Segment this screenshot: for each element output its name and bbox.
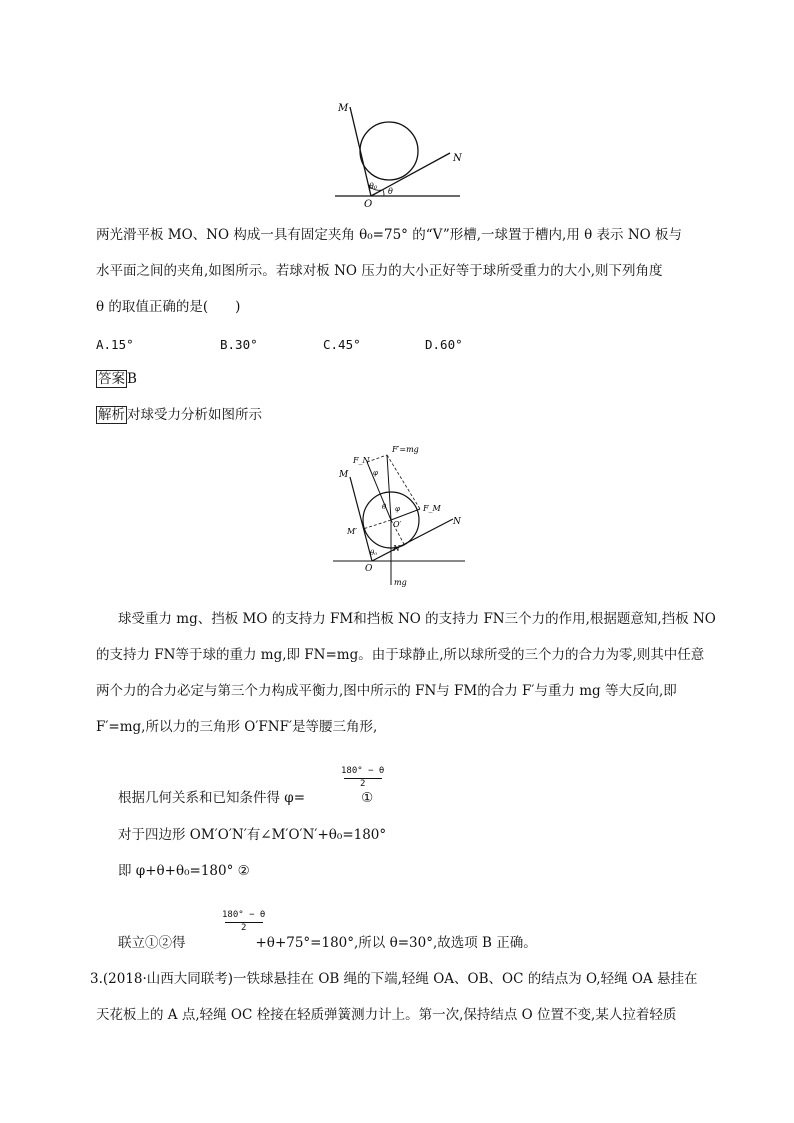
dashed-FN-to-F bbox=[367, 455, 387, 462]
fraction-2-denominator: 2 bbox=[240, 923, 247, 933]
equation-1-marker: ① bbox=[361, 790, 374, 806]
analysis-intro: 对球受力分析如图所示 bbox=[127, 407, 262, 423]
fraction-1-denominator: 2 bbox=[359, 779, 366, 789]
equation-3: 即 φ+θ+θ₀=180° ② bbox=[118, 863, 250, 879]
option-d: D.60° bbox=[425, 337, 463, 352]
option-b: B.30° bbox=[220, 337, 258, 352]
body-paragraph-4: F′=mg,所以力的三角形 O′FNF′是等腰三角形, bbox=[96, 719, 378, 735]
question-line-3: θ 的取值正确的是( ) bbox=[96, 299, 241, 315]
ball bbox=[360, 122, 418, 180]
label-phi-mid: φ bbox=[395, 505, 400, 513]
label-N-prime: N′ bbox=[393, 544, 402, 553]
label-theta0: θ₀ bbox=[369, 182, 378, 191]
label-O-2: O bbox=[365, 564, 373, 574]
option-a: A.15° bbox=[96, 337, 134, 352]
equation-4 bbox=[118, 934, 537, 952]
label-O-prime: O′ bbox=[393, 520, 402, 529]
angle-arc-theta bbox=[383, 190, 384, 196]
label-M-2: M bbox=[339, 470, 349, 480]
body-paragraph-1: 球受重力 mg、挡板 MO 的支持力 FM和挡板 NO 的支持力 FN三个力的作用,根据题意知,挡板 NO bbox=[118, 611, 716, 627]
fraction-1-numerator: 180° − θ bbox=[341, 766, 385, 776]
label-theta: θ bbox=[388, 187, 393, 196]
force-F-prime bbox=[387, 455, 391, 520]
force-FN bbox=[367, 462, 391, 520]
answer-value: B bbox=[127, 371, 137, 387]
label-phi-top: φ bbox=[373, 469, 378, 477]
answer-tag: 答案 bbox=[98, 371, 125, 387]
equation-1 bbox=[118, 789, 373, 807]
question-line-1: 两光滑平板 MO、NO 构成一具有固定夹角 θ₀=75° 的“V”形槽,一球置于槽内,用 θ 表示 NO 板与 bbox=[96, 227, 683, 243]
next-question-line-1: 3.(2018·山西大同联考)一铁球悬挂在 OB 绳的下端,轻绳 OA、OB、OC 的结点为 O,轻绳 OA 悬挂在 bbox=[90, 971, 698, 987]
label-F-mg: F′=mg bbox=[392, 445, 419, 454]
label-mg: mg bbox=[394, 578, 407, 587]
board-NO-2 bbox=[372, 519, 453, 561]
label-FM: F_M bbox=[423, 504, 441, 513]
dashed-F-to-FM bbox=[387, 455, 420, 509]
next-question-line-2: 天花板上的 A 点,轻绳 OC 栓接在轻质弹簧测力计上。第一次,保持结点 O 位置不变,某人拉着轻质 bbox=[96, 1007, 677, 1023]
label-theta0-2: θ₀ bbox=[370, 549, 378, 557]
body-paragraph-3: 两个力的合力必定与第三个力构成平衡力,图中所示的 FN与 FM的合力 F′与重力 mg 等大反向,即 bbox=[96, 683, 677, 699]
dashed-normal-M bbox=[363, 520, 391, 529]
label-N-2: N bbox=[453, 517, 461, 527]
board-MO-2 bbox=[350, 477, 372, 561]
analysis-tag: 解析 bbox=[98, 407, 125, 423]
equation-4-suffix: +θ+75°=180°,所以 θ=30°,故选项 B 正确。 bbox=[255, 935, 537, 951]
equation-4-prefix: 联立①②得 bbox=[118, 935, 186, 951]
label-N: N bbox=[453, 153, 462, 164]
equation-1-text: 根据几何关系和已知条件得 φ= bbox=[118, 790, 306, 806]
equation-2: 对于四边形 OM′O′N′有∠M′O′N′+θ₀=180° bbox=[118, 827, 387, 843]
board-NO bbox=[371, 153, 450, 196]
label-theta-2: θ bbox=[382, 503, 387, 511]
analysis-line bbox=[96, 406, 262, 424]
body-paragraph-2: 的支持力 FN等于球的重力 mg,即 FN=mg。由于球静止,所以球所受的三个力的合力为零,则其中任意 bbox=[96, 647, 705, 663]
fraction-2 bbox=[222, 910, 265, 933]
fraction-1 bbox=[341, 766, 384, 789]
label-M-prime: M′ bbox=[347, 527, 358, 536]
figure-v-groove bbox=[320, 95, 480, 210]
label-O: O bbox=[364, 199, 373, 210]
label-M: M bbox=[338, 103, 349, 114]
figure-force-analysis bbox=[325, 437, 475, 592]
question-line-2: 水平面之间的夹角,如图所示。若球对板 NO 压力的大小正好等于球所受重力的大小,则下列角度 bbox=[96, 263, 663, 279]
option-c: C.45° bbox=[323, 337, 361, 352]
label-FN: F_N bbox=[353, 456, 370, 465]
fraction-2-numerator: 180° − θ bbox=[222, 910, 266, 920]
answer-line bbox=[96, 370, 137, 388]
